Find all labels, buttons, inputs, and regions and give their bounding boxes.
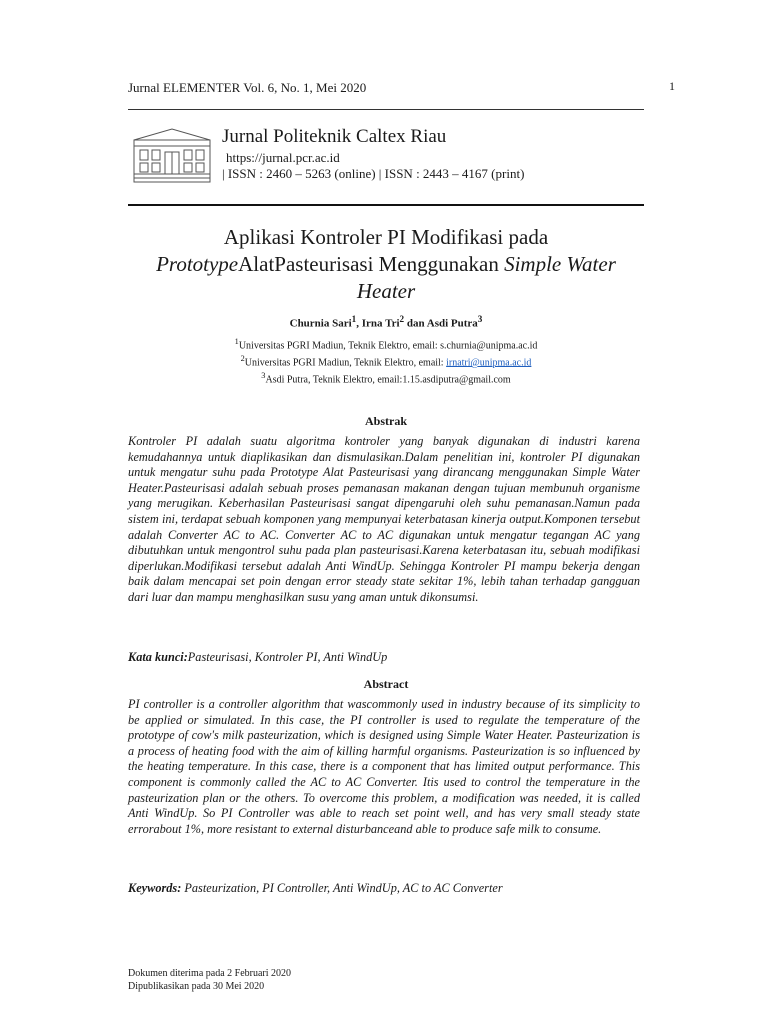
kata-kunci-text: Pasteurisasi, Kontroler PI, Anti WindUp [187, 650, 388, 664]
keywords-text: Pasteurization, PI Controller, Anti WindUp, AC to AC Converter [181, 881, 503, 895]
author-list [128, 314, 644, 330]
author-separator-1: , [356, 317, 362, 330]
title-line-2 [128, 251, 644, 278]
affiliation-1-mark: 1 [234, 337, 239, 346]
abstrak-body: Kontroler PI adalah suatu algoritma kontroler yang banyak digunakan di industri karena kemudahannya untuk diaplikasikan dan dismulasikan.Dalam penelitian ini, kontroler PI digunakan untuk mengatur suhu pada Prototype Alat Pasteurisasi yang dirancang menggunakan Simple Water Heater.Pasteurisasi adalah sebuah proses pemanasan makanan dengan tujuan membunuh organisme yang merugikan. Keberhasilan Pasteurisasi sangat dipengaruhi oleh suhu pemanasan.Namun pada sistem ini, terdapat sebuah komponen yang mempunyai keterbatasan kinerja output.Komponen tersebut adalah Converter AC to AC. Converter AC to AC digunakan untuk mengatur tegangan AC yang dibutuhkan untuk mengontrol suhu pada plan pasteurisasi.Karena keterbatasan itu, sebuah modifikasi diperlukan.Modifikasi tersebut adalah Anti WindUp. Sehingga Kontroler PI mampu bekerja dengan baik dalam mencapai set poin dengan error steady state sekitar 1%, lebih tahan terhadap gangguan dari luar dan mampu menghasilkan susu yang aman untuk dikonsumsi. [128, 434, 640, 604]
author-separator-2: dan [404, 317, 427, 330]
journal-block-divider [128, 204, 644, 206]
affiliation-1-text: Universitas PGRI Madiun, Teknik Elektro, email: s.churnia@unipma.ac.id [238, 340, 538, 352]
journal-logo-icon [132, 126, 212, 184]
title-line-3: Heater [356, 279, 416, 303]
author-3-affiliation-mark: 3 [477, 314, 483, 324]
abstrak-heading: Abstrak [364, 414, 407, 428]
affiliation-2-text: Universitas PGRI Madiun, Teknik Elektro, email: [244, 357, 447, 369]
kata-kunci-line [128, 650, 644, 665]
title-simple-water-text: Simple Water [504, 252, 616, 276]
author-2: Irna Tri [361, 317, 400, 330]
keywords-label: Keywords: [128, 881, 182, 895]
journal-name: Jurnal Politeknik Caltex Riau [222, 126, 447, 147]
author-1: Churnia Sari [289, 317, 352, 330]
affiliation-3-text: Asdi Putra, Teknik Elektro, email:1.15.asdiputra@gmail.com [265, 374, 511, 386]
kata-kunci-label: Kata kunci: [128, 650, 188, 664]
affiliation-1 [128, 337, 644, 351]
running-header: Jurnal ELEMENTER Vol. 6, No. 1, Mei 2020 [128, 80, 367, 95]
author-3: Asdi Putra [426, 317, 478, 330]
title-middle-text: AlatPasteurisasi Menggunakan [238, 252, 505, 276]
keywords-line [128, 881, 644, 896]
affiliation-3 [128, 371, 644, 385]
affiliation-2 [128, 354, 644, 368]
journal-issn: | ISSN : 2460 – 5263 (online) | ISSN : 2443 – 4167 (print) [222, 166, 525, 181]
journal-url[interactable]: https://jurnal.pcr.ac.id [226, 150, 340, 165]
paper-title [128, 224, 644, 305]
header-divider [128, 109, 644, 110]
abstract-heading: Abstract [363, 677, 409, 691]
affiliation-2-mark: 2 [240, 354, 245, 363]
affiliation-2-email-link[interactable]: irnatri@unipma.ac.id [446, 357, 532, 369]
author-1-affiliation-mark: 1 [351, 314, 357, 324]
abstract-body: PI controller is a controller algorithm that wascommonly used in industry because of its simplicity to be applied or simulated. In this case, the PI controller is used to regulate the temperature of the prototype of cow's milk pasteurization, which is designed using Simple Water Heater. Pasteurization is a process of heating food with the aim of killing harmful organisms. Pasteurization is so influenced by the heating temperature. In this case, there is a component that has limited output performance. This component is commonly called the AC to AC Converter. Itis used to control the temperature in the pasteurization plan or the others. To overcome this problem, a modification was needed, it is called Anti WindUp. So PI Controller was able to reach set point well, and has very small steady state errorabout 1%, more resistant to external disturbanceand able to produce safe milk to consume. [128, 697, 640, 836]
page-number: 1 [669, 79, 675, 93]
footer-received: Dokumen diterima pada 2 Februari 2020 [128, 968, 292, 979]
footer-published: Dipublikasikan pada 30 Mei 2020 [128, 981, 265, 992]
title-line-1: Aplikasi Kontroler PI Modifikasi pada [223, 225, 549, 249]
author-2-affiliation-mark: 2 [399, 314, 405, 324]
affiliation-3-mark: 3 [261, 371, 266, 380]
title-prototype-word: Prototype [156, 252, 239, 276]
